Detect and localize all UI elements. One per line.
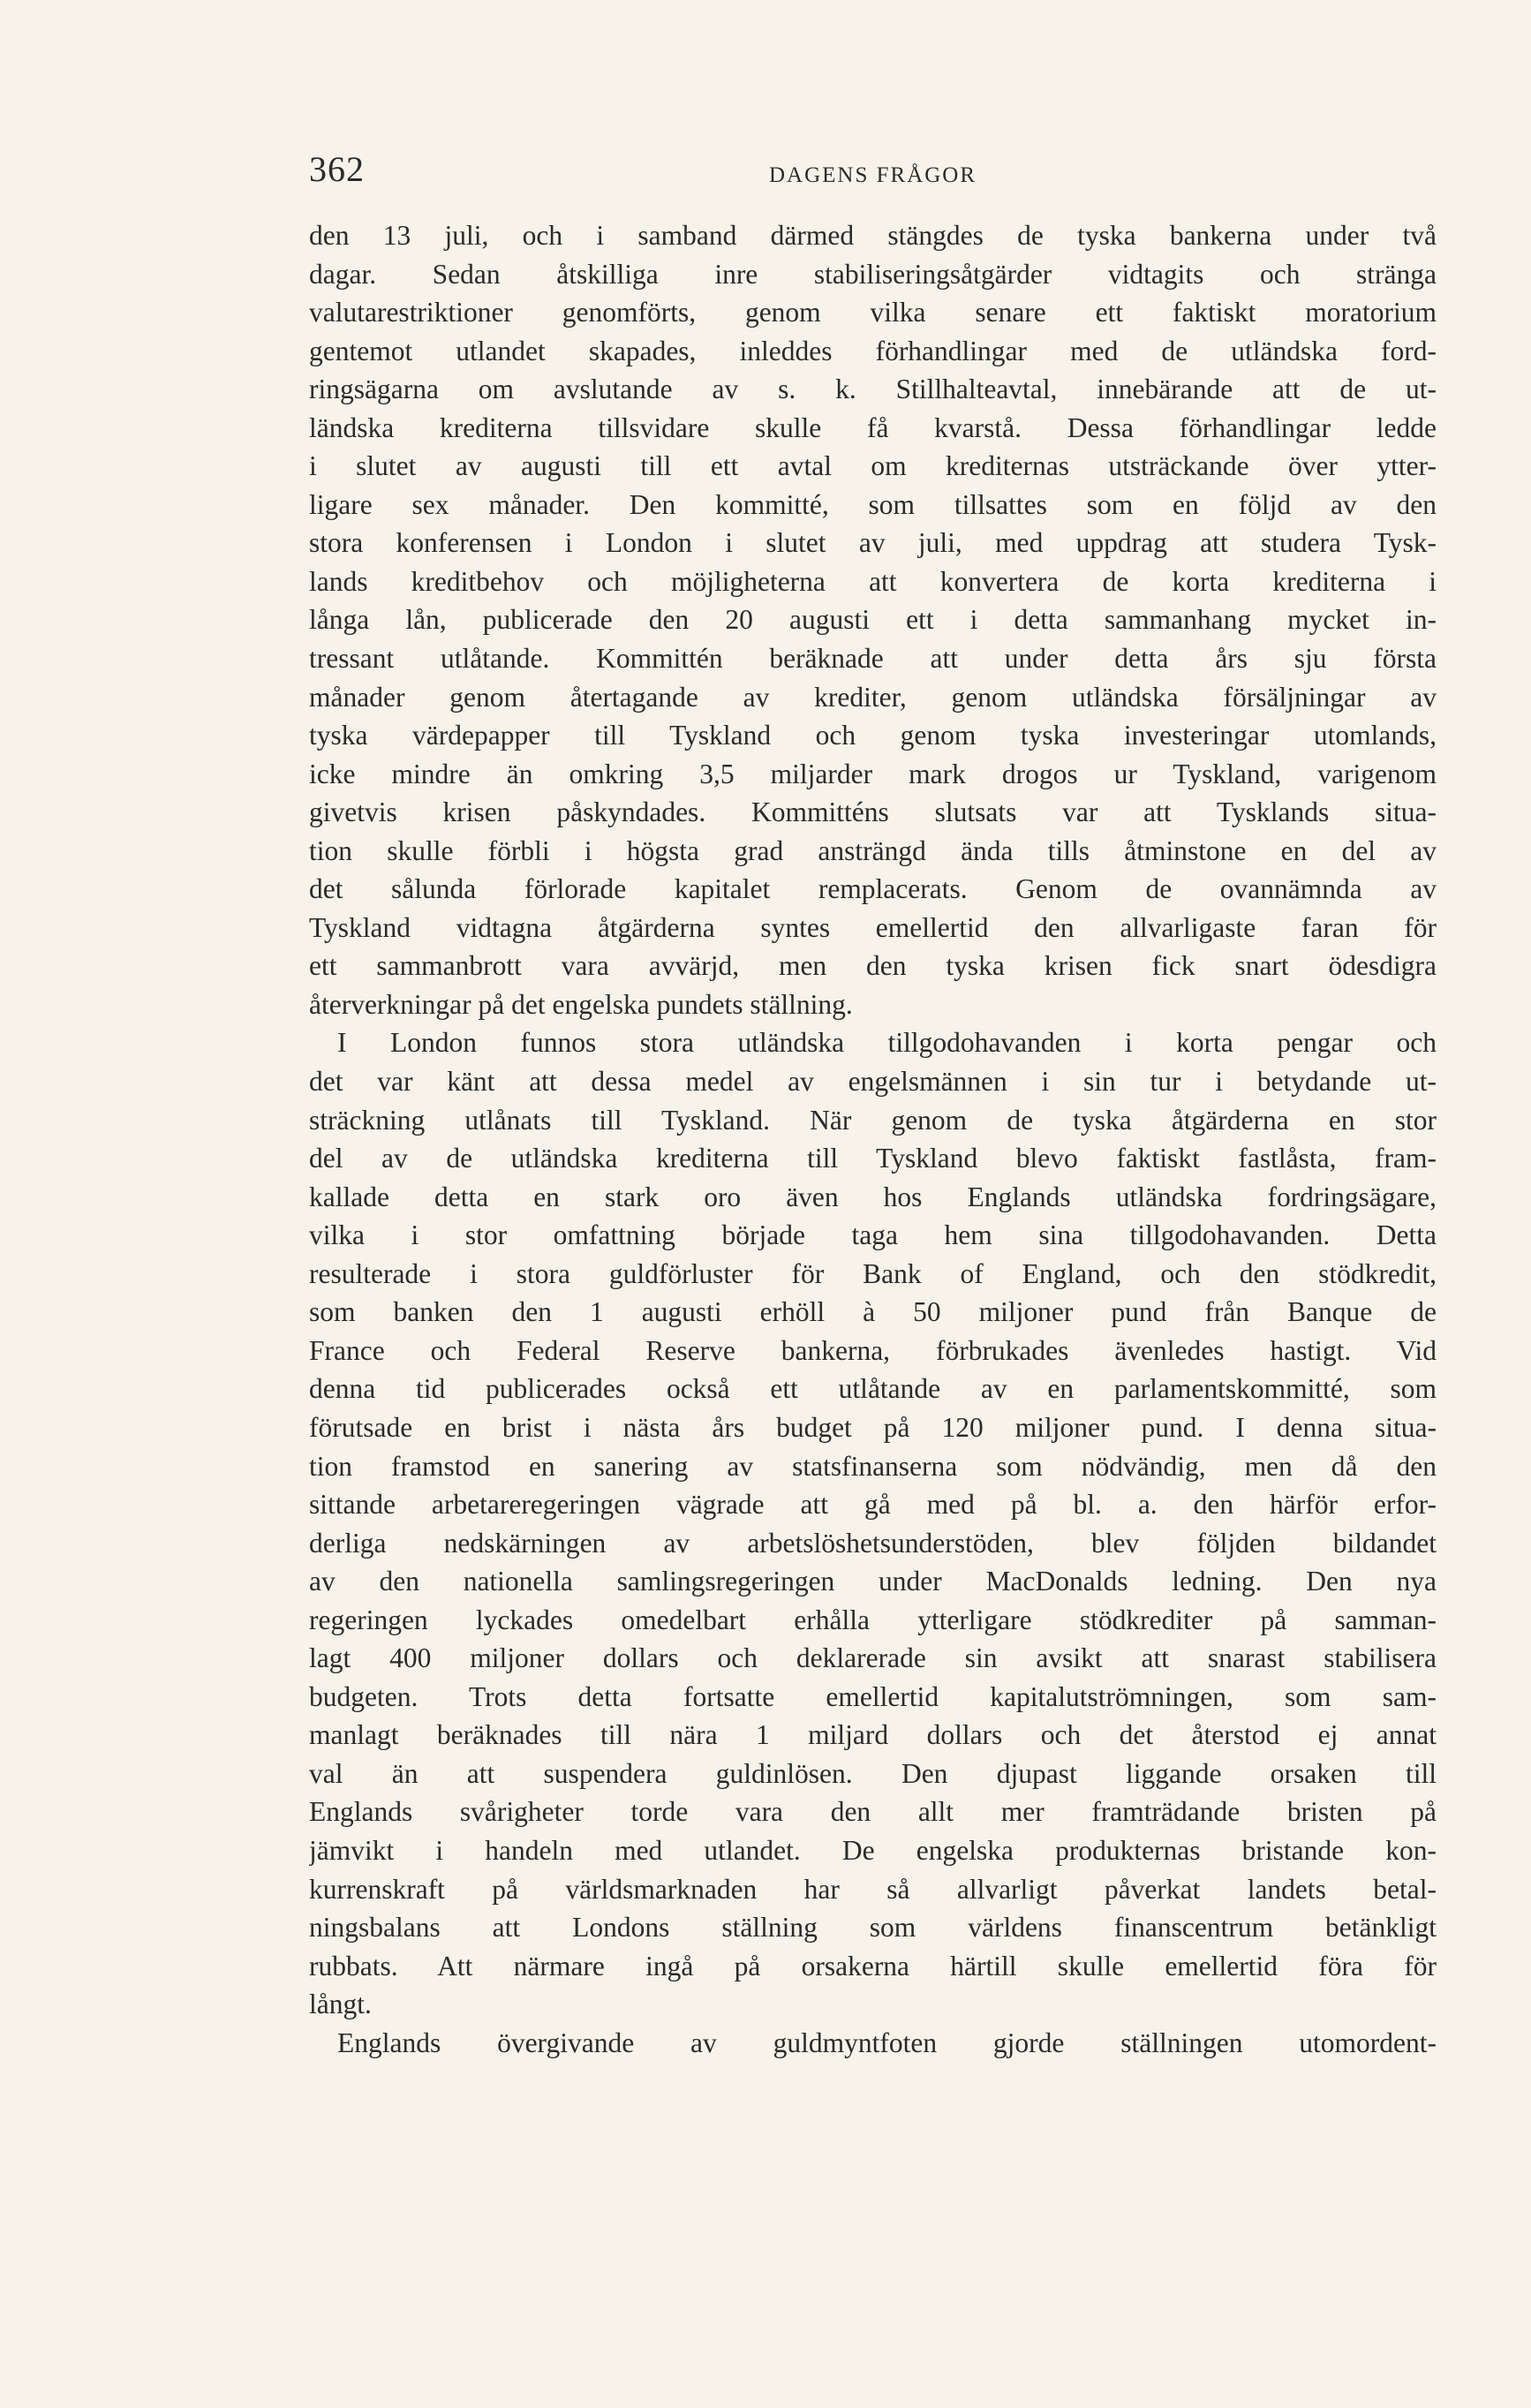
text-line: tyska värdepapper till Tyskland och genom tyska investeringar utomlands,: [309, 720, 1437, 751]
text-line: valutarestriktioner genomförts, genom vilka senare ett faktiskt moratorium: [309, 297, 1437, 328]
text-line: val än att suspendera guldinlösen. Den djupast liggande orsaken till: [309, 1757, 1437, 1789]
text-line: det sålunda förlorade kapitalet remplacerats. Genom de ovannämnda av: [309, 873, 1437, 905]
text-line: icke mindre än omkring 3,5 miljarder mark drogos ur Tyskland, varigenom: [309, 758, 1437, 789]
text-line: lagt 400 miljoner dollars och deklarerade sin avsikt att snarast stabilisera: [309, 1642, 1437, 1674]
body-text: [309, 216, 1437, 2062]
text-line: France och Federal Reserve bankerna, förbrukades ävenledes hastigt. Vid: [309, 1334, 1437, 1366]
text-line: tressant utlåtande. Kommittén beräknade att under detta års sju första: [309, 643, 1437, 675]
text-line: budgeten. Trots detta fortsatte emellertid kapitalutströmningen, som sam-: [309, 1680, 1437, 1712]
text-line: tion skulle förbli i högsta grad ansträngd ända tills åtminstone en del av: [309, 834, 1437, 866]
text-line: stora konferensen i London i slutet av juli, med uppdrag att studera Tysk-: [309, 527, 1437, 559]
text-line: långt.: [309, 1989, 372, 2020]
text-line: tion framstod en sanering av statsfinanserna som nödvändig, men då den: [309, 1450, 1437, 1482]
text-line: regeringen lyckades omedelbart erhålla ytterligare stödkrediter på samman-: [309, 1604, 1437, 1635]
page-header: [309, 147, 1437, 200]
text-line: derliga nedskärningen av arbetslöshetsunderstöden, blev följden bildandet: [309, 1527, 1437, 1559]
text-line: ringsägarna om avslutande av s. k. Stillhalteavtal, innebärande att de ut-: [309, 374, 1437, 405]
text-line: Tyskland vidtagna åtgärderna syntes emellertid den allvarligaste faran för: [309, 911, 1437, 943]
text-line: del av de utländska krediterna till Tyskland blevo faktiskt fastlåsta, fram-: [309, 1143, 1437, 1174]
text-line: resulterade i stora guldförluster för Bank of England, och den stödkredit,: [309, 1257, 1437, 1289]
text-line: ningsbalans att Londons ställning som världens finanscentrum betänkligt: [309, 1912, 1437, 1944]
text-line: vilka i stor omfattning började taga hem sina tillgodohavanden. Detta: [309, 1219, 1437, 1251]
text-line: givetvis krisen påskyndades. Kommitténs slutsats var att Tysklands situa-: [309, 796, 1437, 828]
text-line: i slutet av augusti till ett avtal om krediternas utsträckande över ytter-: [309, 450, 1437, 482]
text-line: denna tid publicerades också ett utlåtande av en parlamentskommitté, som: [309, 1373, 1437, 1405]
text-line: som banken den 1 augusti erhöll à 50 miljoner pund från Banque de: [309, 1296, 1437, 1328]
page-number: 362: [309, 149, 365, 189]
text-line: jämvikt i handeln med utlandet. De engelska produkternas bristande kon-: [309, 1834, 1437, 1866]
running-head: DAGENS FRÅGOR: [768, 163, 977, 187]
text-line: ländska krediterna tillsvidare skulle få kvarstå. Dessa förhandlingar ledde: [309, 411, 1437, 443]
text-line: kallade detta en stark oro även hos Englands utländska fordringsägare,: [309, 1181, 1437, 1212]
text-line: sittande arbetareregeringen vägrade att gå med på bl. a. den härför erfor-: [309, 1489, 1437, 1521]
text-line: kurrenskraft på världsmarknaden har så allvarligt påverkat landets betal-: [309, 1873, 1437, 1905]
text-line: gentemot utlandet skapades, inleddes förhandlingar med de utländska ford-: [309, 335, 1437, 366]
text-line: den 13 juli, och i samband därmed stängdes de tyska bankerna under två: [309, 220, 1437, 251]
text-line: långa lån, publicerade den 20 augusti ett i detta sammanhang mycket in-: [309, 604, 1437, 636]
text-line: ligare sex månader. Den kommitté, som tillsattes som en följd av den: [309, 488, 1437, 520]
text-line: Englands övergivande av guldmyntfoten gjorde ställningen utomordent-: [337, 2027, 1437, 2058]
text-line: återverkningar på det engelska pundets ställning.: [309, 988, 853, 1020]
text-line: lands kreditbehov och möjligheterna att konvertera de korta krediterna i: [309, 565, 1437, 597]
text-line: rubbats. Att närmare ingå på orsakerna härtill skulle emellertid föra för: [309, 1950, 1437, 1982]
text-line: manlagt beräknades till nära 1 miljard dollars och det återstod ej annat: [309, 1719, 1437, 1751]
text-line: månader genom återtagande av krediter, genom utländska försäljningar av: [309, 681, 1437, 713]
text-line: dagar. Sedan åtskilliga inre stabiliseringsåtgärder vidtagits och stränga: [309, 258, 1437, 290]
text-line: Englands svårigheter torde vara den allt mer framträdande bristen på: [309, 1796, 1437, 1828]
text-line: ett sammanbrott vara avvärjd, men den tyska krisen fick snart ödesdigra: [309, 950, 1437, 982]
text-line: sträckning utlånats till Tyskland. När genom de tyska åtgärderna en stor: [309, 1104, 1437, 1136]
text-line: förutsade en brist i nästa års budget på 120 miljoner pund. I denna situa-: [309, 1411, 1437, 1443]
text-line: av den nationella samlingsregeringen under MacDonalds ledning. Den nya: [309, 1566, 1437, 1597]
text-line: det var känt att dessa medel av engelsmännen i sin tur i betydande ut-: [309, 1066, 1437, 1098]
text-line: I London funnos stora utländska tillgodohavanden i korta pengar och: [337, 1027, 1437, 1059]
